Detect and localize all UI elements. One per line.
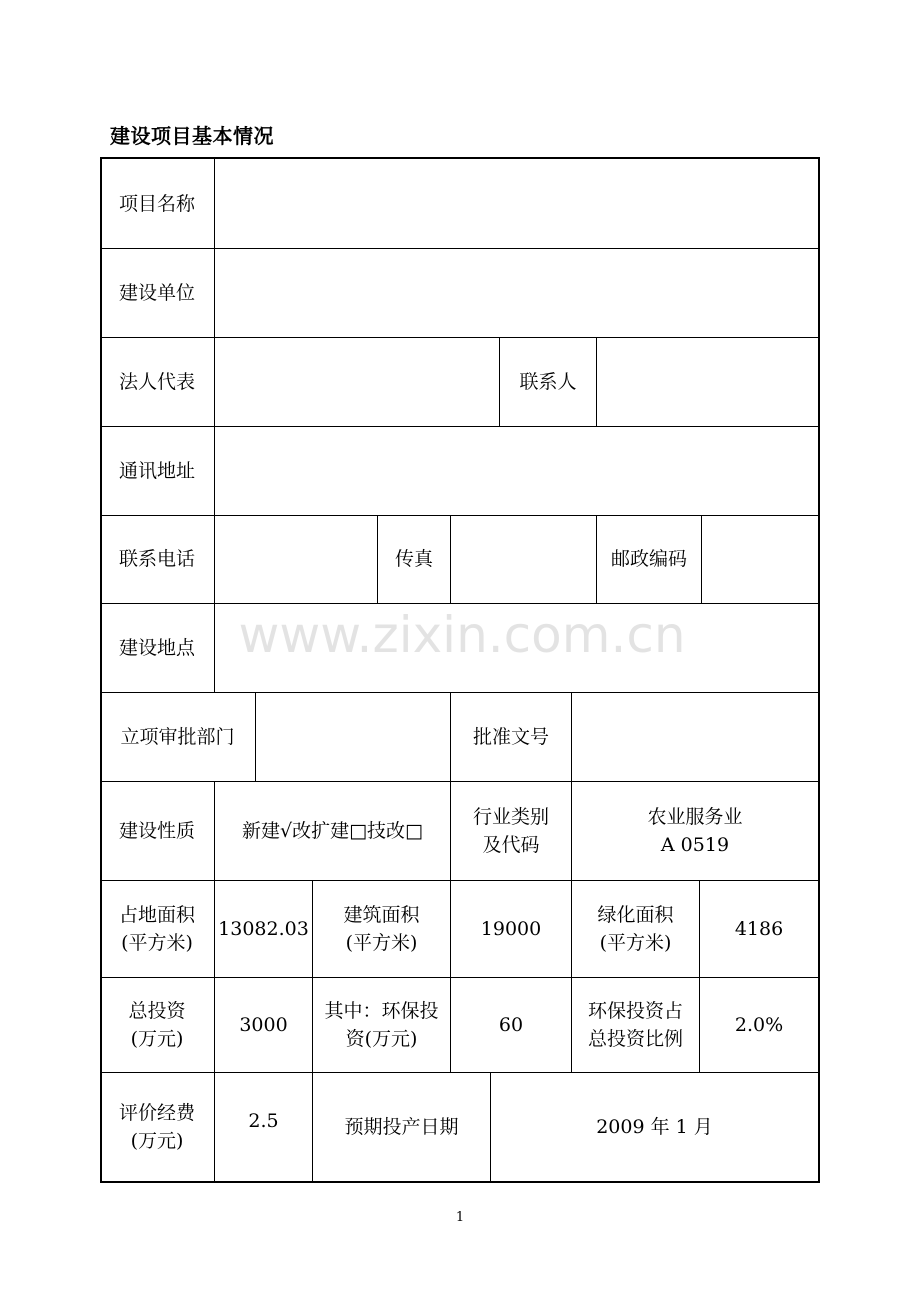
building-area-label: 建筑面积 (平方米) (343, 903, 420, 954)
fax-field[interactable] (451, 515, 596, 603)
production-date-value: 2009 年 1 月 (596, 1115, 713, 1138)
land-area-value: 13082.03 (218, 917, 309, 940)
eval-fee-label: 评价经费 (万元) (118, 1101, 195, 1152)
approval-dept-label: 立项审批部门 (120, 725, 235, 748)
postcode-label: 邮政编码 (610, 548, 687, 570)
project-name-label: 项目名称 (118, 192, 195, 215)
env-investment-value: 60 (498, 1013, 524, 1036)
nature-label: 建设性质 (118, 819, 195, 842)
fax-label: 传真 (394, 548, 433, 570)
phone-label: 联系电话 (118, 548, 195, 570)
approval-doc-field[interactable] (572, 692, 818, 781)
address-field[interactable] (215, 426, 818, 515)
building-area-value: 19000 (480, 917, 542, 940)
page-title: 建设项目基本情况 (110, 124, 274, 148)
site-label: 建设地点 (118, 636, 195, 659)
total-investment-label: 总投资 (万元) (128, 999, 186, 1050)
site-field[interactable] (215, 603, 818, 692)
page-number: 1 (455, 1210, 465, 1225)
contact-person-field[interactable] (597, 337, 818, 426)
land-area-label: 占地面积 (平方米) (118, 903, 195, 954)
green-area-label: 绿化面积 (平方米) (597, 903, 674, 954)
postcode-field[interactable] (702, 515, 818, 603)
project-name-field[interactable] (215, 159, 818, 248)
env-ratio-label: 环保投资占 总投资比例 (587, 999, 683, 1050)
green-area-value: 4186 (734, 917, 784, 940)
legal-rep-label: 法人代表 (118, 370, 195, 393)
total-investment-value: 3000 (239, 1013, 288, 1036)
nature-value: 新建√改扩建□技改□ (241, 819, 423, 842)
eval-fee-value: 2.5 (248, 1109, 279, 1132)
industry-value: 农业服务业 A 0519 (647, 805, 743, 856)
approval-dept-field[interactable] (256, 692, 450, 781)
env-ratio-value: 2.0% (734, 1013, 784, 1036)
production-date-label: 预期投产日期 (344, 1115, 459, 1138)
env-investment-label: 其中：环保投 资(万元) (324, 999, 439, 1050)
industry-label: 行业类别 及代码 (472, 805, 549, 856)
construction-unit-field[interactable] (215, 248, 818, 337)
address-label: 通讯地址 (118, 459, 195, 482)
watermark: www.zixin.com.cn (238, 606, 686, 664)
contact-person-label: 联系人 (519, 370, 577, 393)
approval-doc-label: 批准文号 (472, 725, 549, 748)
phone-field[interactable] (215, 515, 377, 603)
construction-unit-label: 建设单位 (118, 281, 195, 304)
legal-rep-field[interactable] (215, 337, 499, 426)
